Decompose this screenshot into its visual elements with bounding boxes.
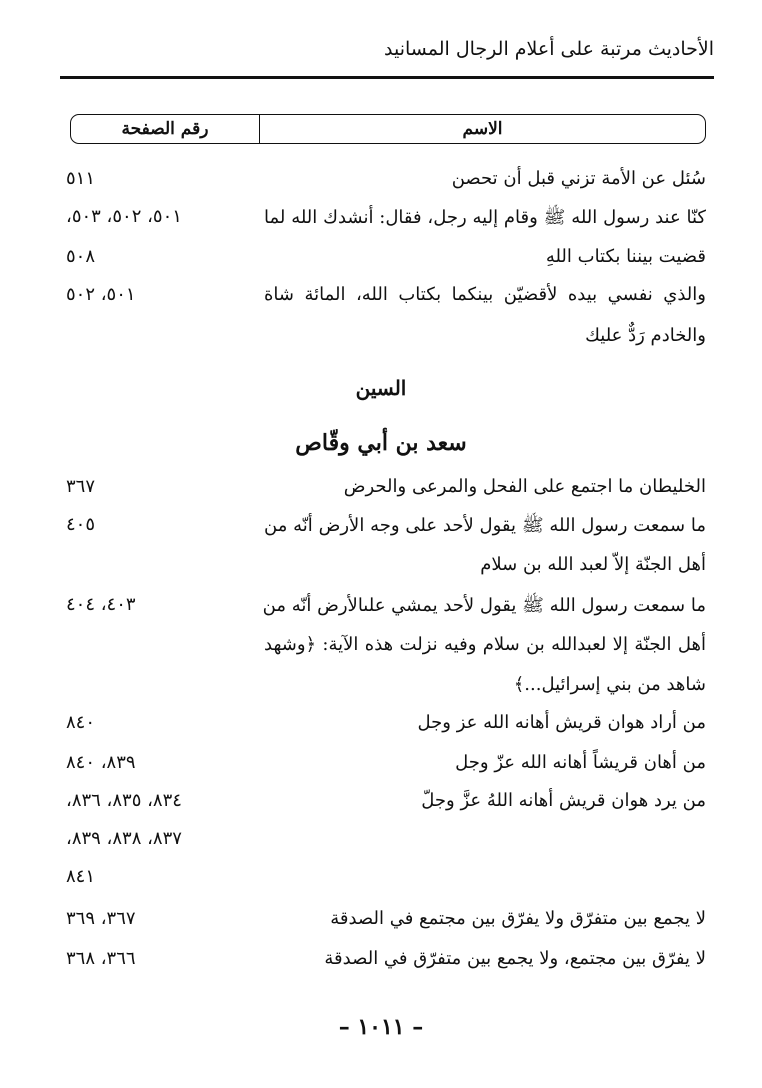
index-row [0, 866, 762, 898]
table-header [70, 114, 706, 144]
hadith-text: قضيت بيننا بكتاب اللهِ [545, 246, 706, 267]
index-row [0, 674, 762, 706]
hadith-text: من أراد هوان قريش أهانه الله عز وجل [417, 712, 706, 733]
index-row [0, 752, 762, 784]
index-row [0, 168, 762, 200]
hadith-text: أهل الجنّة إلاّ لعبد الله بن سلام [480, 554, 706, 575]
page-refs: ٥٠٨ [66, 246, 96, 267]
header-rule [60, 76, 714, 79]
index-row [0, 828, 762, 860]
page-refs: ٥٠١، ٥٠٢ [66, 284, 136, 305]
hadith-text: كنّا عند رسول الله ﷺ وقام إليه رجل، فقال: أنشدك الله لما [264, 207, 706, 228]
index-row [0, 948, 762, 980]
name-column-header: الاسم [259, 115, 705, 143]
hadith-text: أهل الجنّة إلا لعبدالله بن سلام وفيه نزلت هذه الآية: ﴿وشهد [264, 634, 706, 655]
index-row [0, 514, 762, 546]
index-row [0, 790, 762, 822]
page-refs: ٤٠٣، ٤٠٤ [66, 594, 136, 615]
section-letter-heading: السين [355, 376, 407, 400]
companion-name-heading: سعد بن أبي وقّاص [295, 430, 467, 456]
hadith-text: من يرد هوان قريش أهانه اللهُ عزَّ وجلّ [421, 790, 706, 811]
page-refs: ٥١١ [66, 168, 96, 189]
hadith-text: لا يفرّق بين مجتمع، ولا يجمع بين متفرّق في الصدقة [324, 948, 706, 969]
index-row [0, 325, 762, 357]
hadith-text: ما سمعت رسول الله ﷺ يقول لأحد يمشي علىالأرض أنّه من [262, 595, 706, 616]
page-refs: ٣٦٧ [66, 476, 96, 497]
page-refs: ٨٣٩، ٨٤٠ [66, 752, 136, 773]
running-header: الأحاديث مرتبة على أعلام الرجال المسانيد [384, 38, 714, 60]
page-refs: ٥٠١، ٥٠٢، ٥٠٣، [66, 206, 182, 227]
page-refs: ٣٦٦، ٣٦٨ [66, 948, 136, 969]
page-number: – ١٠١١ – [338, 1014, 424, 1040]
hadith-text: شاهد من بني إسرائيل...﴾ [513, 674, 706, 695]
index-row [0, 908, 762, 940]
index-row [0, 712, 762, 744]
index-row [0, 634, 762, 666]
index-row [0, 476, 762, 508]
page-refs: ٨٤١ [66, 866, 96, 887]
index-row [0, 284, 762, 316]
index-row [0, 554, 762, 586]
hadith-text: والذي نفسي بيده لأقضيّن بينكما بكتاب الله، المائة شاة [264, 284, 706, 305]
index-row [0, 594, 762, 626]
hadith-text: من أهان قريشاً أهانه الله عزّ وجل [455, 752, 706, 773]
hadith-text: الخليطان ما اجتمع على الفحل والمرعى والحرض [343, 476, 706, 497]
page-column-header: رقم الصفحة [121, 119, 209, 139]
index-row [0, 246, 762, 278]
hadith-text: لا يجمع بين متفرّق ولا يفرّق بين مجتمع في الصدقة [330, 908, 706, 929]
hadith-text: والخادم رَدٌّ عليك [585, 325, 706, 346]
page-refs: ٨٣٧، ٨٣٨، ٨٣٩، [66, 828, 182, 849]
hadith-text: سُئل عن الأمة تزني قبل أن تحصن [451, 168, 706, 189]
hadith-text: ما سمعت رسول الله ﷺ يقول لأحد على وجه الأرض أنّه من [264, 515, 706, 536]
page-refs: ٨٣٤، ٨٣٥، ٨٣٦، [66, 790, 182, 811]
page-refs: ٨٤٠ [66, 712, 96, 733]
page-refs: ٤٠٥ [66, 514, 96, 535]
index-row [0, 206, 762, 238]
page-refs: ٣٦٧، ٣٦٩ [66, 908, 136, 929]
